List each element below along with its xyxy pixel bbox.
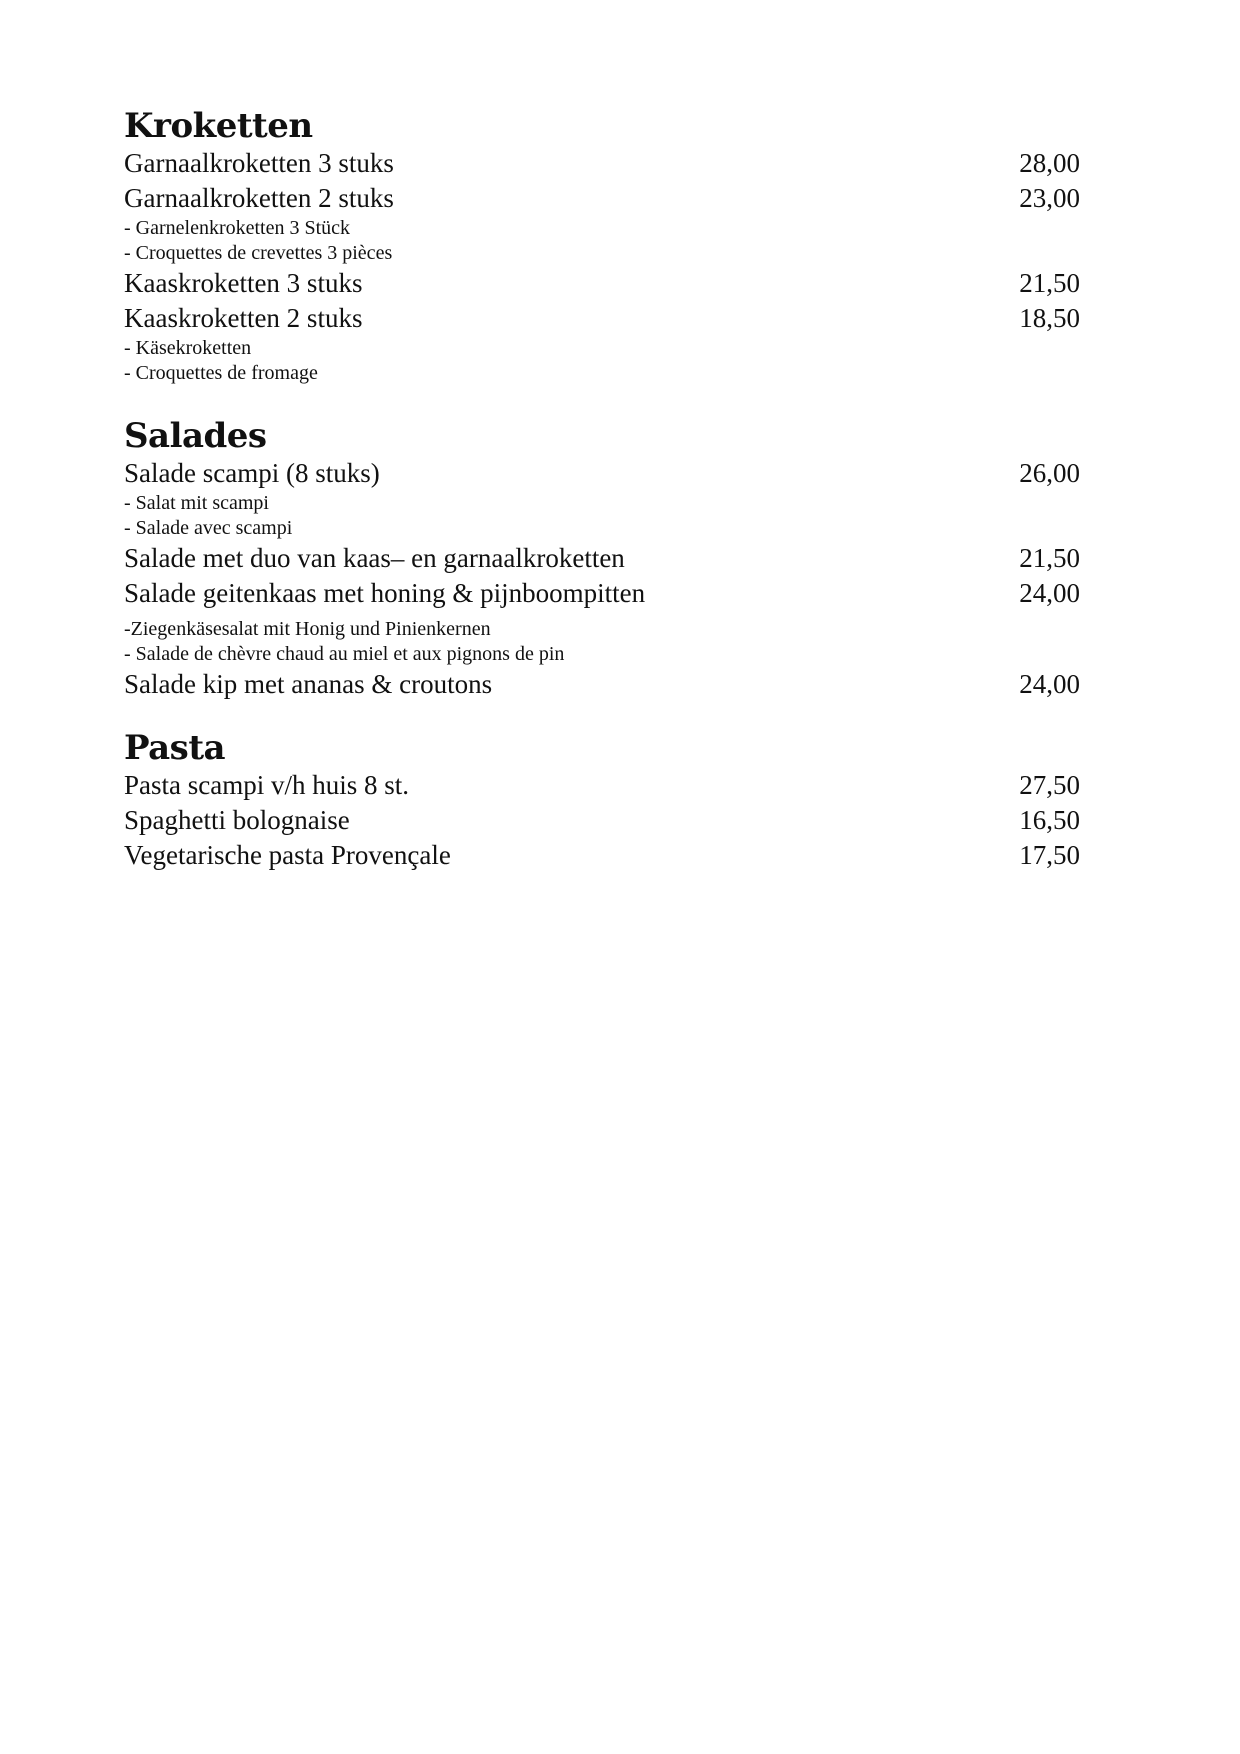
item-translation-de: - Salat mit scampi: [124, 492, 269, 514]
item-translation-fr: - Croquettes de crevettes 3 pièces: [124, 242, 393, 264]
item-name: Salade kip met ananas & croutons: [124, 669, 493, 699]
menu-item: [124, 456, 1080, 491]
item-price: 18,50: [1019, 303, 1080, 333]
section-salades: [124, 416, 1080, 702]
item-name: Pasta scampi v/h huis 8 st.: [124, 770, 409, 800]
menu-item: [124, 301, 1080, 336]
section-kroketten: [124, 106, 1080, 386]
item-price: 24,00: [1019, 669, 1080, 699]
item-name: Garnaalkroketten 2 stuks: [124, 183, 394, 213]
item-price: 21,50: [1019, 268, 1080, 298]
item-price: 17,50: [1019, 840, 1080, 870]
item-translation-de: - Käsekroketten: [124, 337, 252, 359]
item-name: Kaaskroketten 3 stuks: [124, 268, 363, 298]
menu-item: [124, 667, 1080, 702]
item-name: Garnaalkroketten 3 stuks: [124, 148, 394, 178]
item-translation-fr: - Salade avec scampi: [124, 517, 293, 539]
menu-item: [124, 181, 1080, 216]
section-title: Salades: [124, 416, 267, 456]
menu-page: [124, 0, 1080, 873]
item-price: 21,50: [1019, 543, 1080, 573]
section-pasta: [124, 728, 1080, 873]
item-price: 27,50: [1019, 770, 1080, 800]
item-price: 24,00: [1019, 578, 1080, 608]
item-price: 16,50: [1019, 805, 1080, 835]
menu-item: [124, 803, 1080, 838]
item-name: Kaaskroketten 2 stuks: [124, 303, 363, 333]
item-translation-fr: - Croquettes de fromage: [124, 362, 318, 384]
section-title: Pasta: [124, 728, 226, 768]
menu-item: [124, 838, 1080, 873]
item-price: 26,00: [1019, 458, 1080, 488]
menu-item: [124, 266, 1080, 301]
item-name: Salade scampi (8 stuks): [124, 458, 380, 488]
item-translation-de: - Garnelenkroketten 3 Stück: [124, 217, 351, 239]
item-name: Spaghetti bolognaise: [124, 805, 350, 835]
menu-item: [124, 541, 1080, 576]
section-title: Kroketten: [124, 106, 313, 146]
item-name: Vegetarische pasta Provençale: [124, 840, 451, 870]
item-price: 23,00: [1019, 183, 1080, 213]
item-price: 28,00: [1019, 148, 1080, 178]
item-name: Salade geitenkaas met honing & pijnboompitten: [124, 578, 646, 608]
item-translation-fr: - Salade de chèvre chaud au miel et aux pignons de pin: [124, 643, 565, 665]
menu-item: [124, 768, 1080, 803]
menu-item: [124, 576, 1080, 611]
item-name: Salade met duo van kaas– en garnaalkroketten: [124, 543, 625, 573]
item-translation-de: -Ziegenkäsesalat mit Honig und Pinienkernen: [124, 618, 491, 640]
menu-item: [124, 146, 1080, 181]
